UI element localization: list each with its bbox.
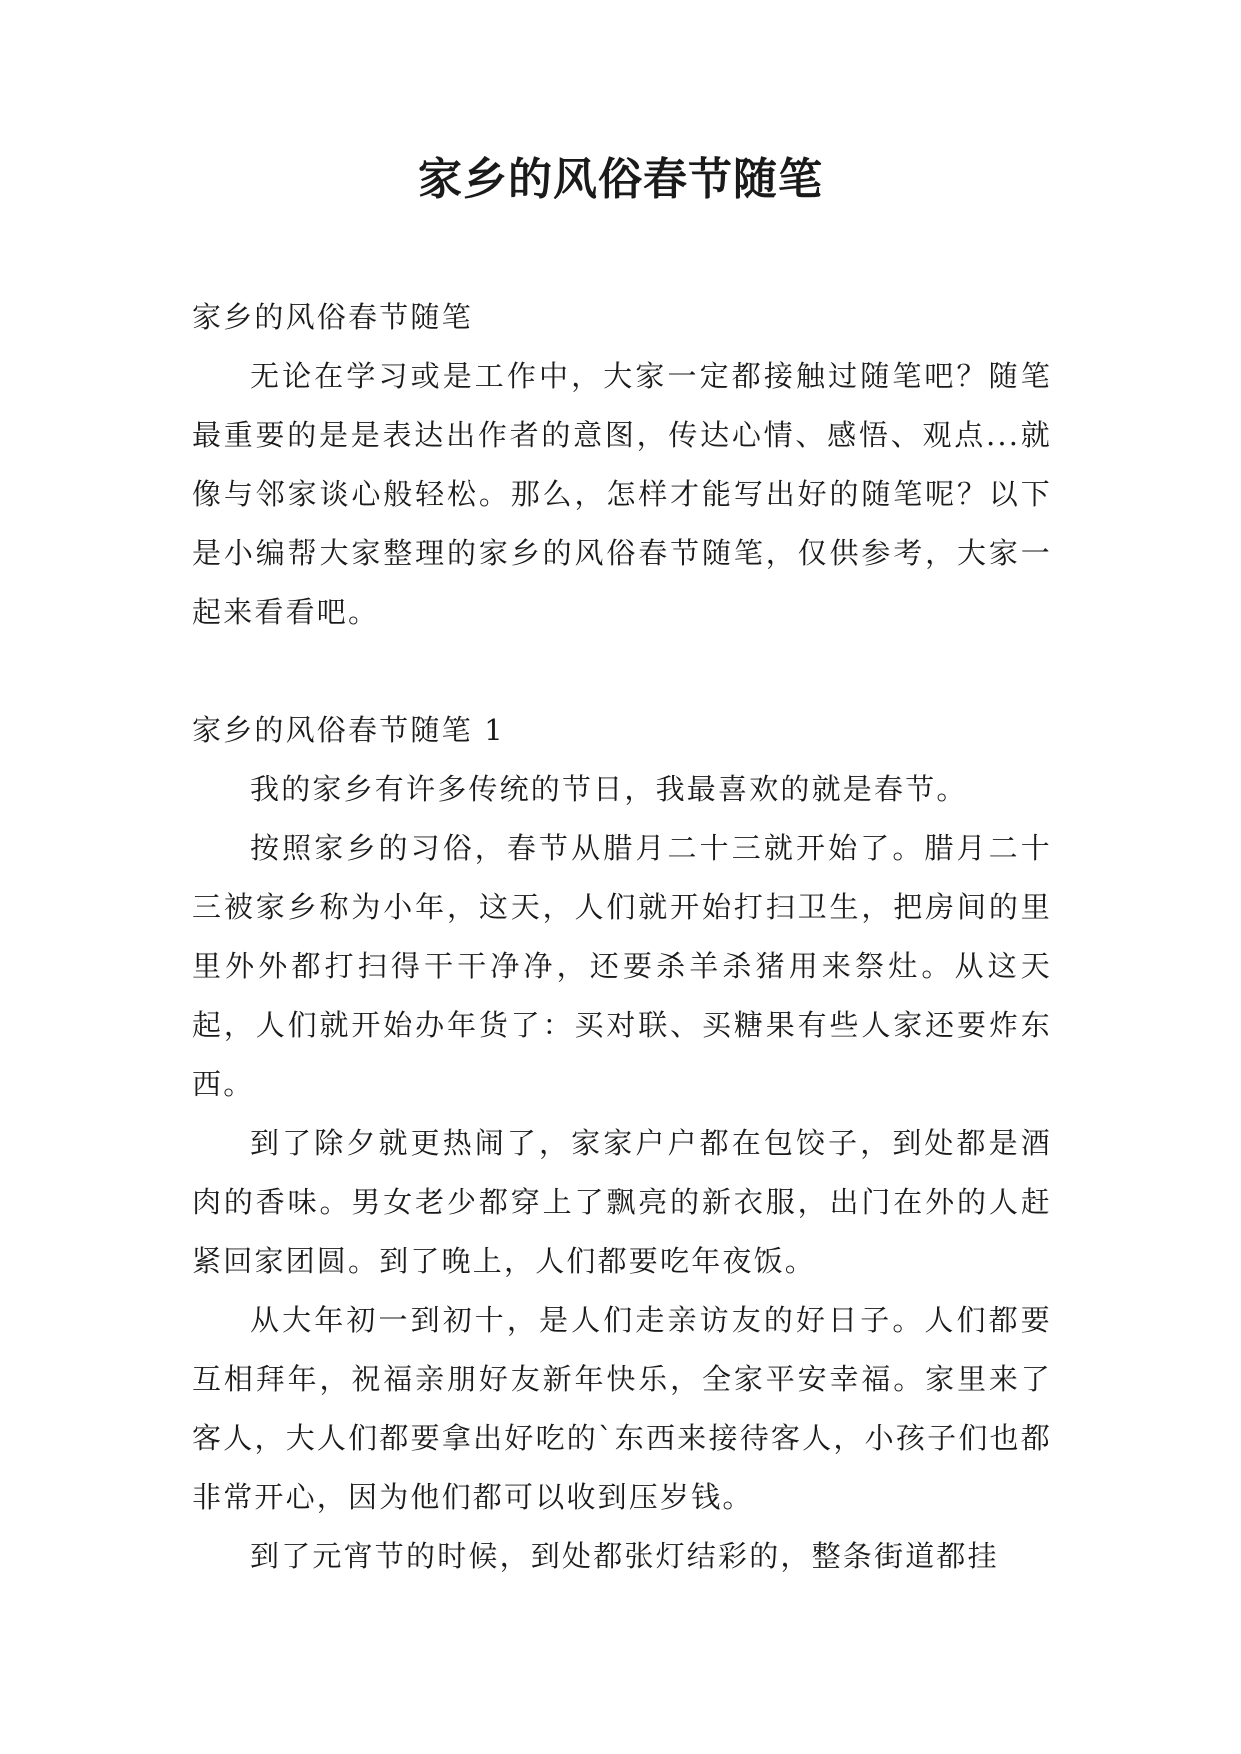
intro-paragraph: 无论在学习或是工作中，大家一定都接触过随笔吧？随笔最重要的是是表达出作者的意图，传达心情、感悟、观点...就像与邻家谈心般轻松。那么，怎样才能写出好的随笔呢？以下是小编帮大家整理的家乡的风俗春节随笔，仅供参考，大家一起来看看吧。 — [192, 359, 1052, 629]
section-1-paragraph-4: 从大年初一到初十，是人们走亲访友的好日子。人们都要互相拜年，祝福亲朋好友新年快乐，全家平安幸福。家里来了客人，大人们都要拿出好吃的`东西来接待客人，小孩子们也都非常开心，因为他们都可以收到压岁钱。 — [192, 1303, 1052, 1514]
document-title: 家乡的风俗春节随笔 — [418, 154, 823, 205]
section-spacer — [192, 642, 1052, 701]
section-1-paragraph-3: 到了除夕就更热闹了，家家户户都在包饺子，到处都是酒肉的香味。男女老少都穿上了飘亮的新衣服，出门在外的人赶紧回家团圆。到了晚上，人们都要吃年夜饭。 — [192, 1126, 1052, 1278]
section-1-paragraph-5: 到了元宵节的时候，到处都张灯结彩的，整条街道都挂 — [250, 1539, 999, 1573]
intro-heading: 家乡的风俗春节随笔 — [192, 300, 473, 334]
section-1-heading: 家乡的风俗春节随笔 1 — [192, 713, 505, 747]
section-1-paragraph-1: 我的家乡有许多传统的节日，我最喜欢的就是春节。 — [250, 772, 968, 806]
document-body — [192, 288, 1052, 1586]
section-1-paragraph-2: 按照家乡的习俗，春节从腊月二十三就开始了。腊月二十三被家乡称为小年，这天，人们就开始打扫卫生，把房间的里里外外都打扫得干干净净，还要杀羊杀猪用来祭灶。从这天起，人们就开始办年货了：买对联、买糖果有些人家还要炸东西。 — [192, 831, 1052, 1101]
